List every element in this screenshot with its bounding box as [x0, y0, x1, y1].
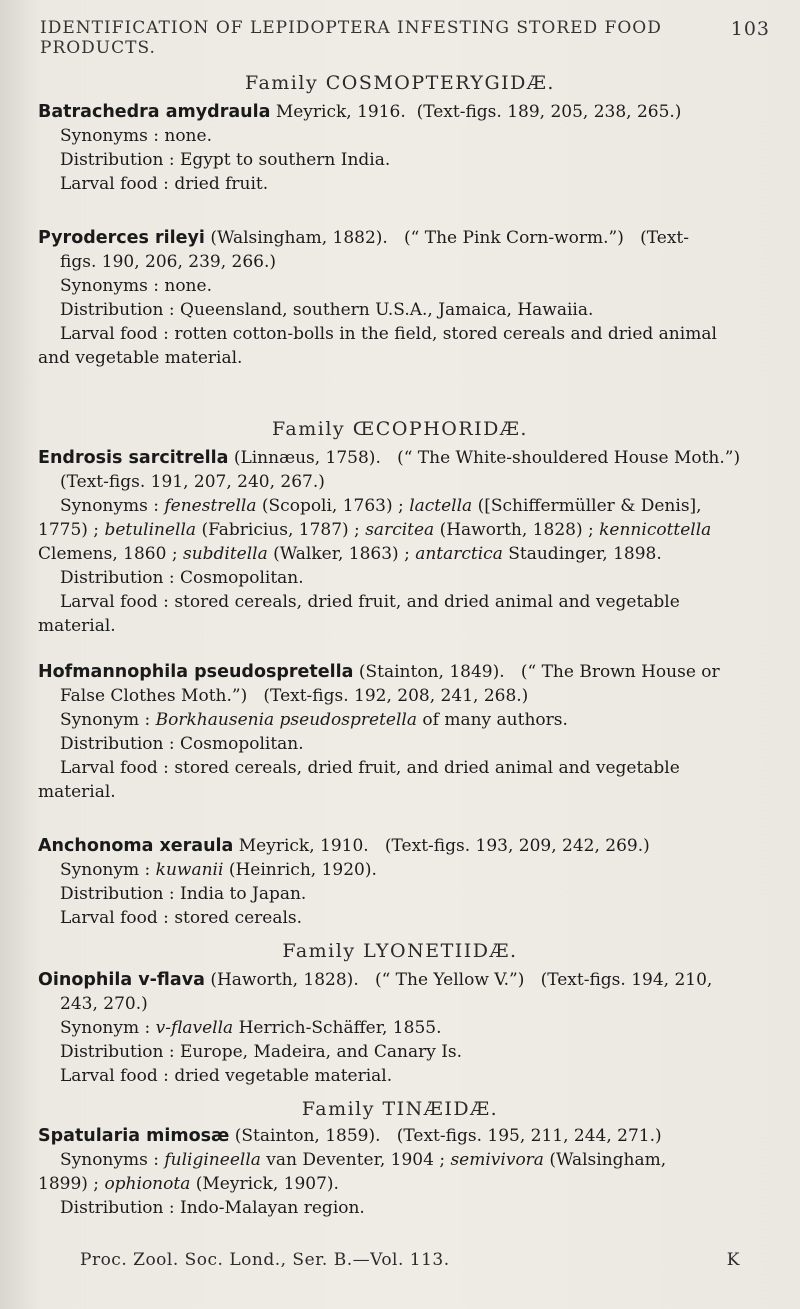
signature-mark: K	[726, 1250, 740, 1270]
synonyms-text: none.	[164, 126, 212, 146]
distribution-label: Distribution :	[60, 1042, 175, 1062]
larval-food-text: dried vegetable material.	[174, 1066, 393, 1086]
species-entry	[0, 660, 800, 804]
synonym-name: subditella	[182, 544, 268, 564]
species-authority: (Linnæus, 1758).	[233, 448, 381, 468]
species-authority: Meyrick, 1910.	[238, 836, 369, 856]
text-figs-cont: figs. 190, 206, 239, 266.)	[60, 252, 277, 272]
larval-food-text: stored cereals, dried fruit, and dried animal and vegetable	[174, 592, 680, 612]
distribution-label: Distribution :	[60, 884, 175, 904]
synonym-name: kuwanii	[155, 860, 224, 880]
synonyms-label: Synonym :	[60, 860, 151, 880]
distribution-text: Indo-Malayan region.	[180, 1198, 365, 1218]
common-name: (“ The Pink Corn-worm.”)	[404, 228, 624, 248]
common-name: (“ The Brown House or	[520, 662, 720, 682]
distribution-text: India to Japan.	[180, 884, 307, 904]
species-authority: (Stainton, 1859).	[234, 1126, 381, 1146]
synonym-authority: (Fabricius, 1787) ;	[201, 520, 360, 540]
larval-food-text: dried fruit.	[174, 174, 269, 194]
synonym-name: kennicottella	[599, 520, 712, 540]
synonym-authority: (Meyrick, 1907).	[195, 1174, 339, 1194]
synonyms-label: Synonyms :	[60, 276, 159, 296]
synonym-authority: (Scopoli, 1763) ;	[261, 496, 404, 516]
larval-food-label: Larval food :	[60, 324, 169, 344]
text-figs: (Text-figs. 194, 210,	[540, 970, 713, 990]
family-section-oecophoridae	[0, 418, 800, 440]
larval-food-text: stored cereals.	[174, 908, 303, 928]
species-entry	[0, 1124, 800, 1220]
family-section-lyonetiidae	[0, 940, 800, 962]
family-section-cosmopterygidae	[0, 72, 800, 94]
distribution-label: Distribution :	[60, 150, 175, 170]
larval-food-label: Larval food :	[60, 1066, 169, 1086]
distribution-label: Distribution :	[60, 734, 175, 754]
synonym-name: fuligineella	[164, 1150, 261, 1170]
synonym-authority: of many authors.	[422, 710, 568, 730]
text-figs: (Text-figs. 191, 207, 240, 267.)	[60, 472, 325, 492]
synonym-authority: 1775) ;	[38, 520, 100, 540]
synonyms-label: Synonyms :	[60, 1150, 159, 1170]
larval-food-label: Larval food :	[60, 174, 169, 194]
text-figs-cont: 243, 270.)	[60, 994, 148, 1014]
family-heading: Family LYONETIIDÆ.	[282, 940, 518, 962]
text-figs: (Text-	[640, 228, 689, 248]
species-name: Spatularia mimosæ	[38, 1126, 230, 1146]
synonym-name: semivivora	[450, 1150, 544, 1170]
distribution-label: Distribution :	[60, 568, 175, 588]
synonym-name: sarcitea	[365, 520, 435, 540]
synonym-name: Borkhausenia pseudospretella	[155, 710, 417, 730]
species-name: Hofmannophila pseudospretella	[38, 662, 354, 682]
family-heading: Family ŒCOPHORIDÆ.	[272, 418, 528, 440]
species-authority: (Stainton, 1849).	[358, 662, 505, 682]
synonym-authority: ([Schiffermüller & Denis],	[477, 496, 702, 516]
text-figs: (Text-figs. 192, 208, 241, 268.)	[263, 686, 529, 706]
synonym-authority: (Walker, 1863) ;	[273, 544, 410, 564]
synonym-name: v-flavella	[155, 1018, 234, 1038]
larval-food-text: rotten cotton-bolls in the field, stored cereals and dried animal	[174, 324, 717, 344]
synonym-authority: (Haworth, 1828) ;	[439, 520, 594, 540]
synonym-name: fenestrella	[164, 496, 257, 516]
synonym-name: betulinella	[104, 520, 197, 540]
synonyms-label: Synonym :	[60, 710, 151, 730]
larval-food-text: stored cereals, dried fruit, and dried animal and vegetable	[174, 758, 680, 778]
distribution-text: Queensland, southern U.S.A., Jamaica, Hawaiia.	[180, 300, 594, 320]
common-name-cont: False Clothes Moth.”)	[60, 686, 248, 706]
synonym-authority: (Walsingham,	[549, 1150, 667, 1170]
synonym-name: ophionota	[104, 1174, 191, 1194]
species-entry	[0, 968, 800, 1088]
page-number: 103	[730, 18, 770, 40]
journal-citation: Proc. Zool. Soc. Lond., Ser. B.—Vol. 113.	[80, 1250, 450, 1270]
running-head	[40, 18, 770, 58]
synonym-authority: Staudinger, 1898.	[508, 544, 662, 564]
page-footer	[80, 1250, 740, 1270]
text-figs: (Text-figs. 193, 209, 242, 269.)	[384, 836, 650, 856]
larval-food-label: Larval food :	[60, 592, 169, 612]
text-figs: (Text-figs. 189, 205, 238, 265.)	[416, 102, 682, 122]
family-heading: Family TINÆIDÆ.	[301, 1098, 499, 1120]
running-title: IDENTIFICATION OF LEPIDOPTERA INFESTING STORED FOOD PRODUCTS.	[40, 18, 662, 58]
family-section-tinaeidae	[0, 1098, 800, 1120]
family-heading: Family COSMOPTERYGIDÆ.	[245, 72, 555, 94]
species-authority: Meyrick, 1916.	[275, 102, 406, 122]
distribution-text: Europe, Madeira, and Canary Is.	[180, 1042, 463, 1062]
synonym-authority: Clemens, 1860 ;	[38, 544, 178, 564]
synonyms-label: Synonym :	[60, 1018, 151, 1038]
species-name: Pyroderces rileyi	[38, 228, 205, 248]
larval-food-label: Larval food :	[60, 908, 169, 928]
species-entry	[0, 100, 800, 196]
synonym-name: antarctica	[415, 544, 503, 564]
synonyms-label: Synonyms :	[60, 126, 159, 146]
species-authority: (Haworth, 1828).	[210, 970, 359, 990]
larval-food-label: Larval food :	[60, 758, 169, 778]
species-entry	[0, 446, 800, 638]
common-name: (“ The White-shouldered House Moth.”)	[397, 448, 741, 468]
species-entry	[0, 834, 800, 930]
distribution-text: Egypt to southern India.	[180, 150, 391, 170]
synonym-authority: 1899) ;	[38, 1174, 100, 1194]
common-name: (“ The Yellow V.”)	[374, 970, 525, 990]
synonym-authority: van Deventer, 1904 ;	[266, 1150, 446, 1170]
synonyms-label: Synonyms :	[60, 496, 159, 516]
species-name: Endrosis sarcitrella	[38, 448, 229, 468]
distribution-text: Cosmopolitan.	[180, 568, 304, 588]
species-name: Anchonoma xeraula	[38, 836, 234, 856]
distribution-text: Cosmopolitan.	[180, 734, 304, 754]
larval-food-text-cont: material.	[38, 616, 116, 636]
synonym-authority: Herrich-Schäffer, 1855.	[238, 1018, 442, 1038]
synonyms-text: none.	[164, 276, 212, 296]
larval-food-text-cont: material.	[38, 782, 116, 802]
text-figs: (Text-figs. 195, 211, 244, 271.)	[396, 1126, 662, 1146]
species-authority: (Walsingham, 1882).	[210, 228, 388, 248]
larval-food-text-cont: and vegetable material.	[38, 348, 243, 368]
species-name: Batrachedra amydraula	[38, 102, 271, 122]
species-entry	[0, 226, 800, 370]
distribution-label: Distribution :	[60, 1198, 175, 1218]
species-name: Oinophila v-flava	[38, 970, 205, 990]
distribution-label: Distribution :	[60, 300, 175, 320]
synonym-name: lactella	[409, 496, 473, 516]
synonym-authority: (Heinrich, 1920).	[228, 860, 377, 880]
